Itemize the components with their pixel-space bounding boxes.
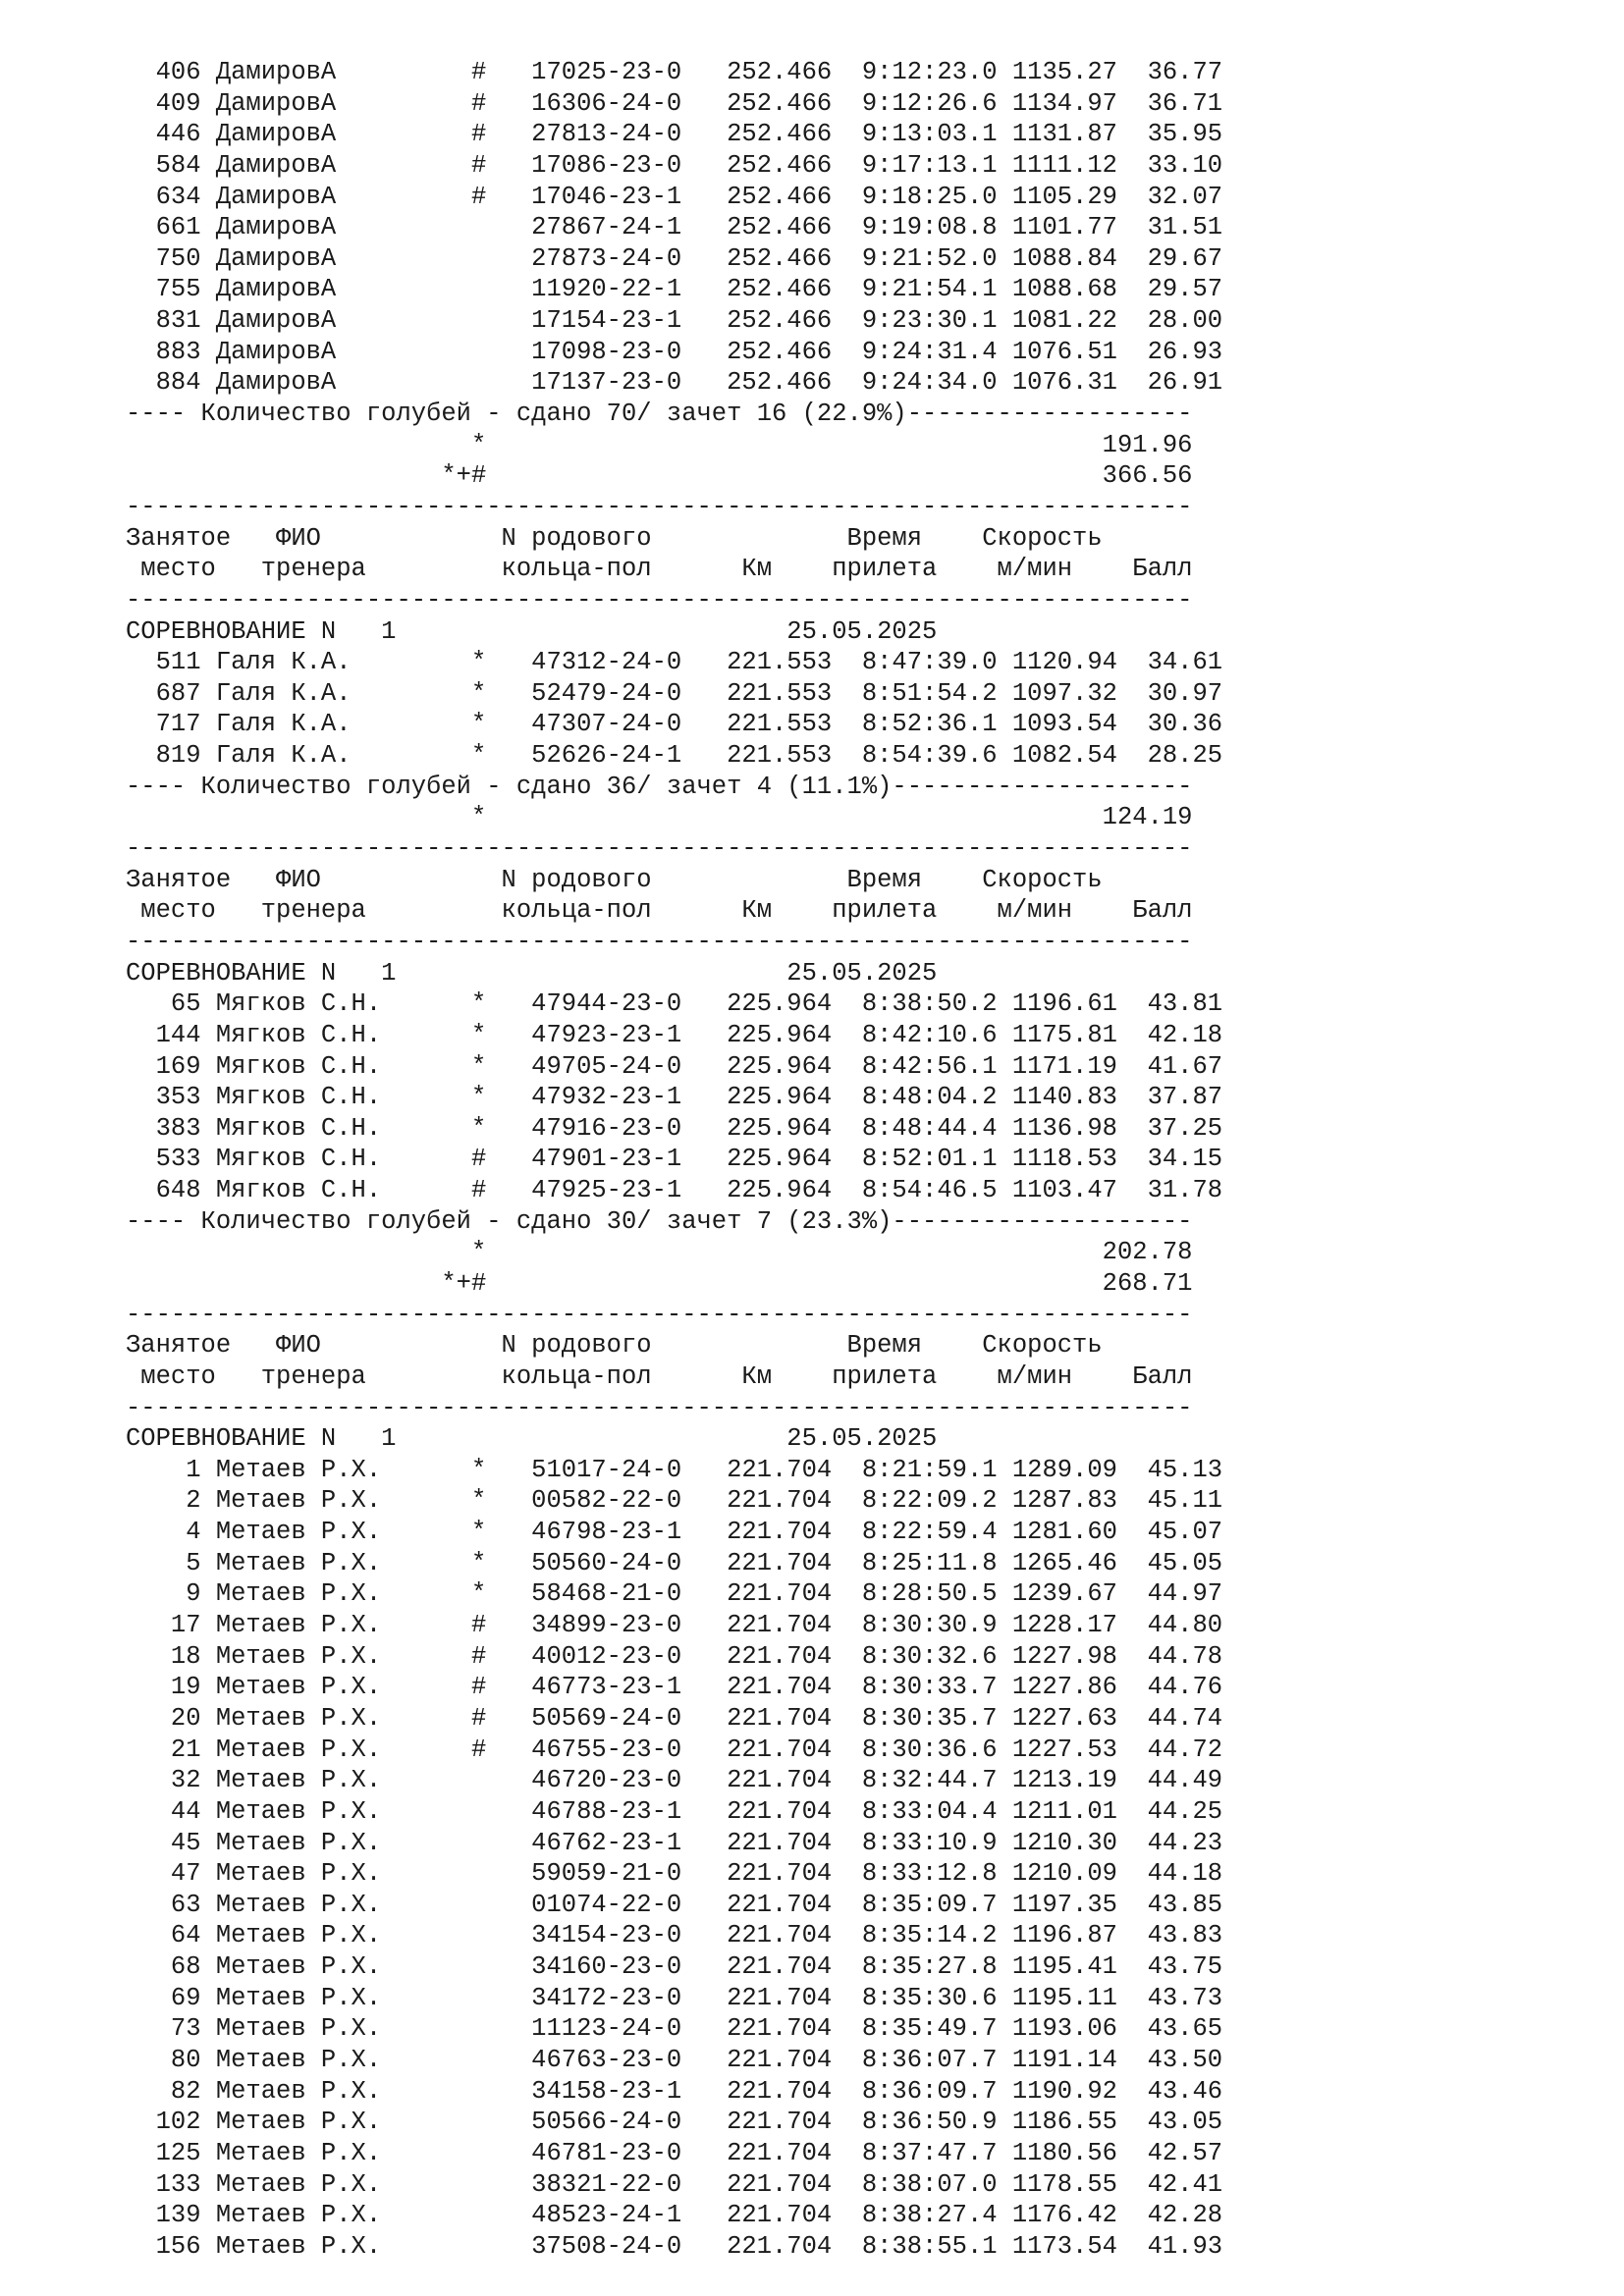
result-row: 82 Метаев Р.Х. 34158-23-1 221.704 8:36:09.7 1190.92 43.46: [126, 2076, 1223, 2106]
result-row: 125 Метаев Р.Х. 46781-23-0 221.704 8:37:47.7 1180.56 42.57: [126, 2138, 1223, 2167]
result-row: 884 ДамировА 17137-23-0 252.466 9:24:34.0 1076.31 26.91: [126, 368, 1223, 398]
result-row: 634 ДамировА # 17046-23-1 252.466 9:18:25.0 1105.29 32.07: [126, 182, 1223, 211]
result-row: 144 Мягков С.Н. * 47923-23-1 225.964 8:42:10.6 1175.81 42.18: [126, 1020, 1223, 1049]
result-row: 755 ДамировА 11920-22-1 252.466 9:21:54.1 1088.68 29.57: [126, 275, 1223, 304]
result-row: 80 Метаев Р.Х. 46763-23-0 221.704 8:36:07.7 1191.14 43.50: [126, 2046, 1223, 2074]
separator-line: -----------------------------------------------------------------------: [126, 1393, 1193, 1422]
result-row: 20 Метаев Р.Х. # 50569-24-0 221.704 8:30:35.7 1227.63 44.74: [126, 1703, 1223, 1733]
result-row: 156 Метаев Р.Х. 37508-24-0 221.704 8:38:55.1 1173.54 41.93: [126, 2231, 1223, 2261]
result-row: 17 Метаев Р.Х. # 34899-23-0 221.704 8:30:30.9 1228.17 44.80: [126, 1611, 1223, 1640]
result-row: 47 Метаев Р.Х. 59059-21-0 221.704 8:33:12.8 1210.09 44.18: [126, 1859, 1223, 1889]
result-row: 1 Метаев Р.Х. * 51017-24-0 221.704 8:21:59.1 1289.09 45.13: [126, 1455, 1223, 1484]
points-total: *+# 268.71: [126, 1268, 1193, 1298]
result-row: 717 Галя К.А. * 47307-24-0 221.553 8:52:36.1 1093.54 30.36: [126, 710, 1223, 739]
separator-line: -----------------------------------------------------------------------: [126, 492, 1193, 521]
points-total: * 124.19: [126, 803, 1193, 832]
race-results-report: [126, 57, 1222, 2262]
result-row: 750 ДамировА 27873-24-0 252.466 9:21:52.0 1088.84 29.67: [126, 243, 1223, 273]
competition-header: СОРЕВНОВАНИЕ N 1 25.05.2025: [126, 958, 938, 988]
result-row: 5 Метаев Р.Х. * 50560-24-0 221.704 8:25:11.8 1265.46 45.05: [126, 1548, 1223, 1577]
result-row: 64 Метаев Р.Х. 34154-23-0 221.704 8:35:14.2 1196.87 43.83: [126, 1921, 1223, 1950]
result-row: 409 ДамировА # 16306-24-0 252.466 9:12:26.6 1134.97 36.71: [126, 88, 1223, 118]
result-row: 139 Метаев Р.Х. 48523-24-1 221.704 8:38:27.4 1176.42 42.28: [126, 2201, 1223, 2230]
column-header: место тренера кольца-пол Км прилета м/мин Балл: [126, 896, 1193, 926]
result-row: 19 Метаев Р.Х. # 46773-23-1 221.704 8:30:33.7 1227.86 44.76: [126, 1673, 1223, 1702]
result-row: 584 ДамировА # 17086-23-0 252.466 9:17:13.1 1111.12 33.10: [126, 150, 1223, 180]
column-header: Занятое ФИО N родового Время Скорость: [126, 523, 1103, 553]
separator-line: -----------------------------------------------------------------------: [126, 1300, 1193, 1329]
result-row: 63 Метаев Р.Х. 01074-22-0 221.704 8:35:09.7 1197.35 43.85: [126, 1890, 1223, 1919]
pigeon-count-summary: ---- Количество голубей - сдано 30/ зачет 7 (23.3%)--------------------: [126, 1206, 1193, 1236]
result-row: 533 Мягков С.Н. # 47901-23-1 225.964 8:52:01.1 1118.53 34.15: [126, 1145, 1223, 1174]
column-header: Занятое ФИО N родового Время Скорость: [126, 1331, 1103, 1361]
separator-line: -----------------------------------------------------------------------: [126, 834, 1193, 864]
result-row: 687 Галя К.А. * 52479-24-0 221.553 8:51:54.2 1097.32 30.97: [126, 678, 1223, 708]
result-row: 446 ДамировА # 27813-24-0 252.466 9:13:03.1 1131.87 35.95: [126, 120, 1223, 149]
column-header: место тренера кольца-пол Км прилета м/мин Балл: [126, 555, 1193, 584]
result-row: 661 ДамировА 27867-24-1 252.466 9:19:08.8 1101.77 31.51: [126, 213, 1223, 242]
competition-header: СОРЕВНОВАНИЕ N 1 25.05.2025: [126, 616, 938, 646]
pigeon-count-summary: ---- Количество голубей - сдано 36/ зачет 4 (11.1%)--------------------: [126, 772, 1193, 801]
result-row: 133 Метаев Р.Х. 38321-22-0 221.704 8:38:07.0 1178.55 42.41: [126, 2169, 1223, 2199]
column-header: Занятое ФИО N родового Время Скорость: [126, 865, 1103, 894]
result-row: 2 Метаев Р.Х. * 00582-22-0 221.704 8:22:09.2 1287.83 45.11: [126, 1486, 1223, 1516]
column-header: место тренера кольца-пол Км прилета м/мин Балл: [126, 1362, 1193, 1391]
result-row: 21 Метаев Р.Х. # 46755-23-0 221.704 8:30:36.6 1227.53 44.72: [126, 1735, 1223, 1764]
result-row: 45 Метаев Р.Х. 46762-23-1 221.704 8:33:10.9 1210.30 44.23: [126, 1828, 1223, 1857]
competition-header: СОРЕВНОВАНИЕ N 1 25.05.2025: [126, 1424, 938, 1454]
result-row: 383 Мягков С.Н. * 47916-23-0 225.964 8:48:44.4 1136.98 37.25: [126, 1113, 1223, 1143]
points-total: *+# 366.56: [126, 461, 1193, 491]
points-total: * 191.96: [126, 430, 1193, 459]
result-row: 883 ДамировА 17098-23-0 252.466 9:24:31.4 1076.51 26.93: [126, 337, 1223, 366]
result-row: 73 Метаев Р.Х. 11123-24-0 221.704 8:35:49.7 1193.06 43.65: [126, 2014, 1223, 2044]
result-row: 353 Мягков С.Н. * 47932-23-1 225.964 8:48:04.2 1140.83 37.87: [126, 1083, 1223, 1112]
result-row: 4 Метаев Р.Х. * 46798-23-1 221.704 8:22:59.4 1281.60 45.07: [126, 1518, 1223, 1547]
result-row: 648 Мягков С.Н. # 47925-23-1 225.964 8:54:46.5 1103.47 31.78: [126, 1176, 1223, 1205]
result-row: 406 ДамировА # 17025-23-0 252.466 9:12:23.0 1135.27 36.77: [126, 58, 1223, 86]
result-row: 65 Мягков С.Н. * 47944-23-0 225.964 8:38:50.2 1196.61 43.81: [126, 989, 1223, 1019]
separator-line: -----------------------------------------------------------------------: [126, 585, 1193, 614]
result-row: 169 Мягков С.Н. * 49705-24-0 225.964 8:42:56.1 1171.19 41.67: [126, 1051, 1223, 1081]
result-row: 511 Галя К.А. * 47312-24-0 221.553 8:47:39.0 1120.94 34.61: [126, 648, 1223, 677]
result-row: 18 Метаев Р.Х. # 40012-23-0 221.704 8:30:32.6 1227.98 44.78: [126, 1641, 1223, 1671]
separator-line: -----------------------------------------------------------------------: [126, 927, 1193, 956]
result-row: 69 Метаев Р.Х. 34172-23-0 221.704 8:35:30.6 1195.11 43.73: [126, 1983, 1223, 2012]
pigeon-count-summary: ---- Количество голубей - сдано 70/ зачет 16 (22.9%)-------------------: [126, 400, 1193, 429]
result-row: 831 ДамировА 17154-23-1 252.466 9:23:30.1 1081.22 28.00: [126, 306, 1223, 336]
result-row: 68 Метаев Р.Х. 34160-23-0 221.704 8:35:27.8 1195.41 43.75: [126, 1952, 1223, 1982]
result-row: 9 Метаев Р.Х. * 58468-21-0 221.704 8:28:50.5 1239.67 44.97: [126, 1579, 1223, 1609]
points-total: * 202.78: [126, 1238, 1193, 1267]
result-row: 44 Метаев Р.Х. 46788-23-1 221.704 8:33:04.4 1211.01 44.25: [126, 1796, 1223, 1826]
result-row: 102 Метаев Р.Х. 50566-24-0 221.704 8:36:50.9 1186.55 43.05: [126, 2108, 1223, 2137]
result-row: 32 Метаев Р.Х. 46720-23-0 221.704 8:32:44.7 1213.19 44.49: [126, 1766, 1223, 1795]
result-row: 819 Галя К.А. * 52626-24-1 221.553 8:54:39.6 1082.54 28.25: [126, 741, 1223, 771]
